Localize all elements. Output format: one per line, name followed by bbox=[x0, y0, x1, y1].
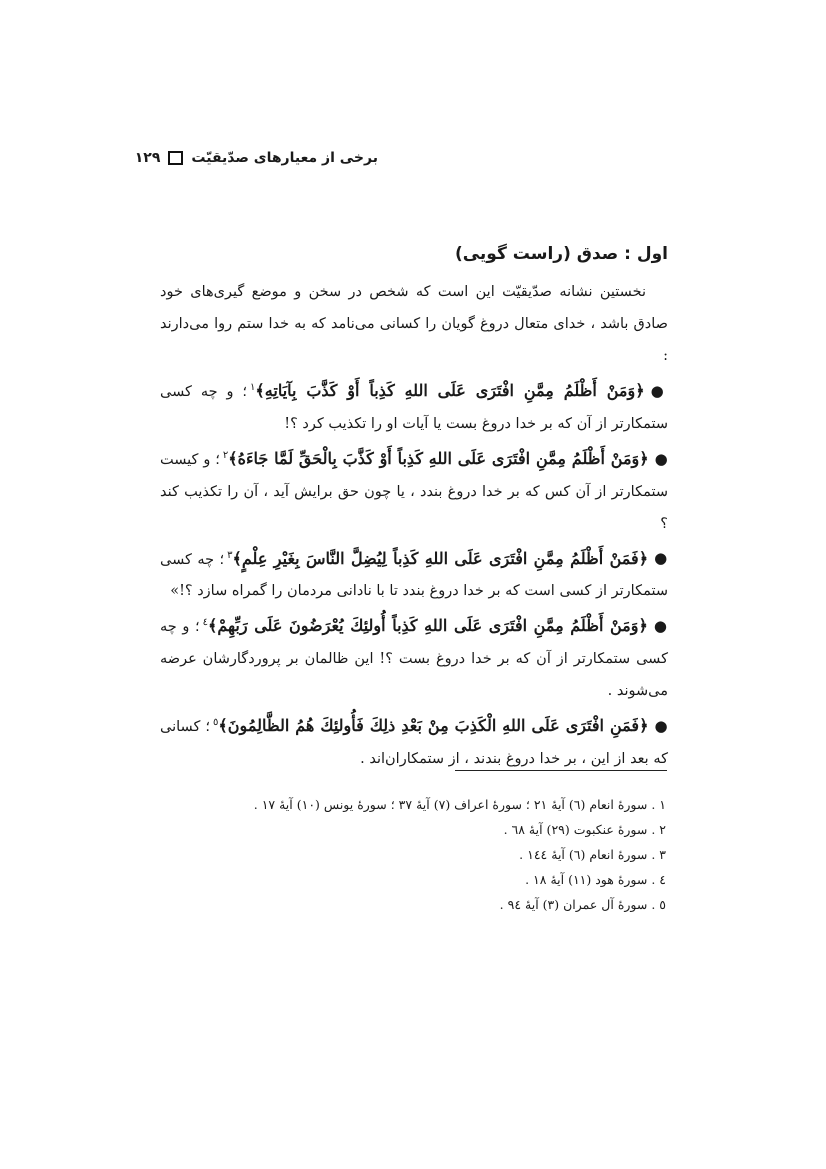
section-heading: اول : صدق (راست گویی) bbox=[454, 244, 668, 264]
square-ornament-icon bbox=[168, 151, 183, 165]
translation-text: ؛ و چه کسی ستمکارتر از آن که بر خدا دروغ بست یا آیات او را تکذیب کرد ؟! bbox=[160, 383, 668, 432]
main-text bbox=[160, 238, 668, 775]
page-number: ۱۲۹ bbox=[134, 150, 161, 166]
footnote-reference: ٢ bbox=[222, 449, 229, 461]
quran-verse: ﴿وَمَنْ أَظْلَمُ مِمَّنِ افْتَرَى عَلَى اللهِ كَذِباً أَوْ كَذَّبَ بِالْحَقِّ لَمَّا جَاءَهُ﴾ bbox=[228, 448, 649, 468]
header-title: برخی از معیارهای صدّیقیّت bbox=[191, 150, 378, 166]
bullet-icon: ● bbox=[650, 381, 668, 400]
footnote-reference: ٤ bbox=[202, 617, 209, 629]
quran-verse: ﴿وَمَنْ أَظْلَمُ مِمَّنِ افْتَرَى عَلَى اللهِ كَذِباً أُولئِكَ يُعْرَضُونَ عَلَى رَبِّهِمْ﴾ bbox=[208, 616, 648, 636]
footnote: ٣ . سورهٔ انعام (٦) آیهٔ ١٤٤ . bbox=[519, 847, 666, 862]
quran-verse: ﴿فَمَنْ أَظْلَمُ مِمَّنِ افْتَرَى عَلَى اللهِ كَذِباً لِيُضِلَّ النَّاسَ بِغَيْرِ عِلْمٍ﴾ bbox=[232, 548, 649, 568]
verse-item bbox=[160, 440, 668, 540]
verse-item bbox=[160, 372, 668, 440]
translation-text: ؛ کسانی که بعد از این ، بر خدا دروغ بندند ، از ستمکاران‌اند . bbox=[160, 719, 668, 768]
bullet-icon: ● bbox=[653, 617, 668, 636]
footnotes-list bbox=[158, 792, 666, 917]
footnote: ٥ . سورهٔ آل عمران (٣) آیهٔ ٩٤ . bbox=[499, 897, 666, 912]
verse-item bbox=[160, 607, 668, 707]
translation-text: ؛ چه کسی ستمکارتر از کسی است که بر خدا دروغ بندد تا با نادانی مردمان را گمراه سازد ؟!» bbox=[160, 551, 668, 600]
footnote-reference: ٥ bbox=[213, 717, 219, 729]
footnote: ٢ . سورهٔ عنکبوت (٢٩) آیهٔ ٦٨ . bbox=[503, 822, 666, 837]
footnote-reference: ١ bbox=[250, 382, 256, 393]
translation-text: ؛ و چه کسی ستمکارتر از آن که بر خدا دروغ بست ؟! این ظالمان بر پروردگارشان عرضه می‌شوند . bbox=[160, 619, 668, 700]
quran-verse: ﴿فَمَنِ افْتَرَى عَلَى اللهِ الْكَذِبَ مِنْ بَعْدِ ذلِكَ فَأُولئِكَ هُمُ الظَّالِمُونَ﴾ bbox=[218, 716, 649, 736]
bullet-icon: ● bbox=[654, 717, 668, 736]
verse-item bbox=[160, 707, 668, 775]
translation-text: ؛ و کیست ستمکارتر از آن کس که بر خدا دروغ بندد ، یا چون حق برایش آید ، آن را تکذیب کند ؟ bbox=[160, 451, 668, 532]
intro-paragraph: نخستین نشانه صدّیقیّت این است که شخص در سخن و موضع گیری‌های خود صادق باشد ، خدای متعال دروغ گویان را کسانی می‌نامد که به خدا ستم روا می‌دارند : bbox=[160, 284, 668, 364]
footnote: ٤ . سورهٔ هود (١١) آیهٔ ١٨ . bbox=[525, 872, 666, 887]
running-header bbox=[135, 150, 378, 166]
footnote: ١ . سورهٔ انعام (٦) آیهٔ ٢١ ؛ سورهٔ اعراف (٧) آیهٔ ٣٧ ؛ سورهٔ یونس (١٠) آیهٔ ١٧ . bbox=[253, 797, 666, 812]
footnote-divider bbox=[455, 770, 667, 771]
footnote-reference: ٣ bbox=[227, 549, 233, 561]
bullet-icon: ● bbox=[654, 549, 668, 568]
verse-item bbox=[160, 540, 668, 608]
quran-verse: ﴿وَمَنْ أَظْلَمُ مِمَّنِ افْتَرَى عَلَى اللهِ كَذِباً أَوْ كَذَّبَ بِآيَاتِهِ﴾ bbox=[255, 380, 645, 400]
bullet-icon: ● bbox=[654, 449, 668, 468]
